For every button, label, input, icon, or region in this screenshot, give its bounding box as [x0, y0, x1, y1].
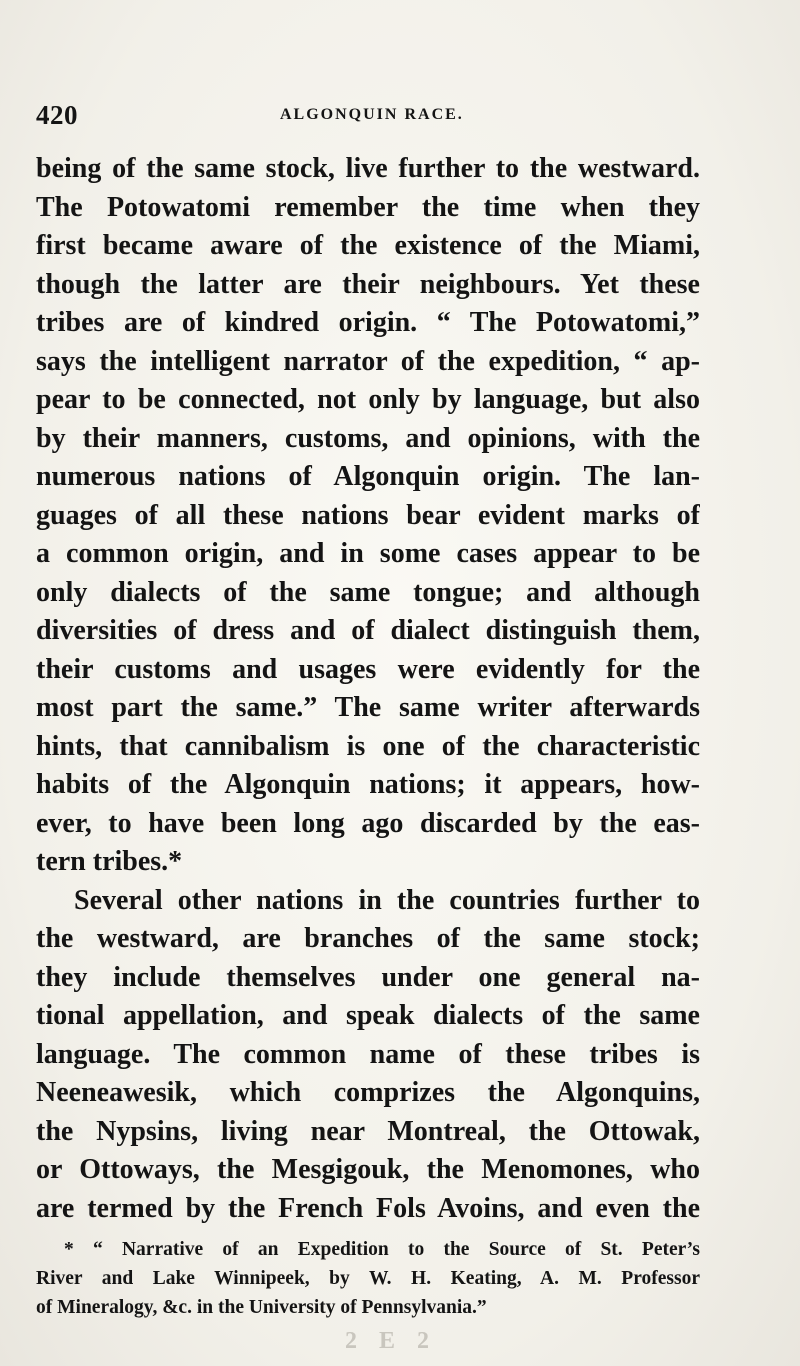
text-line: though the latter are their neighbours. Yet these: [36, 268, 700, 300]
paragraph-first-line: Several other nations in the countries further to: [74, 884, 700, 916]
text-line: tern tribes.*: [36, 846, 183, 877]
text-line: hints, that cannibalism is one of the characteristic: [36, 730, 700, 762]
text-line: the westward, are branches of the same stock;: [36, 923, 700, 954]
text-line: habits of the Algonquin nations; it appears, how-: [36, 769, 700, 800]
signature-mark: 2 E 2: [345, 1328, 438, 1354]
text-line: guages of all these nations bear evident marks of: [36, 499, 700, 531]
page-header: [36, 100, 700, 136]
footnote: [36, 1235, 700, 1322]
running-head: ALGONQUIN RACE.: [280, 106, 464, 123]
text-line: tional appellation, and speak dialects of the same: [36, 1000, 700, 1031]
body-text: [36, 150, 700, 1228]
text-line: their customs and usages were evidently for the: [36, 653, 700, 685]
text-line: by their manners, customs, and opinions, with the: [36, 422, 700, 454]
text-line: most part the same.” The same writer afterwards: [36, 692, 700, 723]
footnote-line: River and Lake Winnipeek, by W. H. Keating, A. M. Professor: [36, 1268, 700, 1289]
text-line: being of the same stock, live further to the westward.: [36, 153, 700, 184]
page-number: 420: [36, 100, 78, 130]
text-line: only dialects of the same tongue; and although: [36, 576, 700, 608]
text-line: ever, to have been long ago discarded by the eas-: [36, 807, 700, 839]
text-line: numerous nations of Algonquin origin. The lan-: [36, 461, 700, 492]
text-line: diversities of dress and of dialect distinguish them,: [36, 615, 700, 646]
text-line: a common origin, and in some cases appear to be: [36, 538, 700, 569]
text-line: the Nypsins, living near Montreal, the Ottowak,: [36, 1115, 700, 1147]
text-line: or Ottoways, the Mesgigouk, the Menomones, who: [36, 1154, 700, 1185]
text-line: Neeneawesik, which comprizes the Algonquins,: [36, 1077, 700, 1108]
footnote-line: * “ Narrative of an Expedition to the Source of St. Peter’s: [64, 1239, 700, 1260]
text-line: language. The common name of these tribes is: [36, 1038, 700, 1070]
footnote-line: of Mineralogy, &c. in the University of Pennsylvania.”: [36, 1297, 487, 1318]
text-line: first became aware of the existence of the Miami,: [36, 230, 700, 261]
text-line: tribes are of kindred origin. “ The Potowatomi,”: [36, 307, 700, 338]
text-line: says the intelligent narrator of the expedition, “ ap-: [36, 345, 700, 377]
text-line: The Potowatomi remember the time when they: [36, 191, 700, 223]
text-line: pear to be connected, not only by language, but also: [36, 384, 700, 415]
text-line: are termed by the French Fols Avoins, and even the: [36, 1192, 700, 1224]
text-line: they include themselves under one general na-: [36, 961, 700, 993]
